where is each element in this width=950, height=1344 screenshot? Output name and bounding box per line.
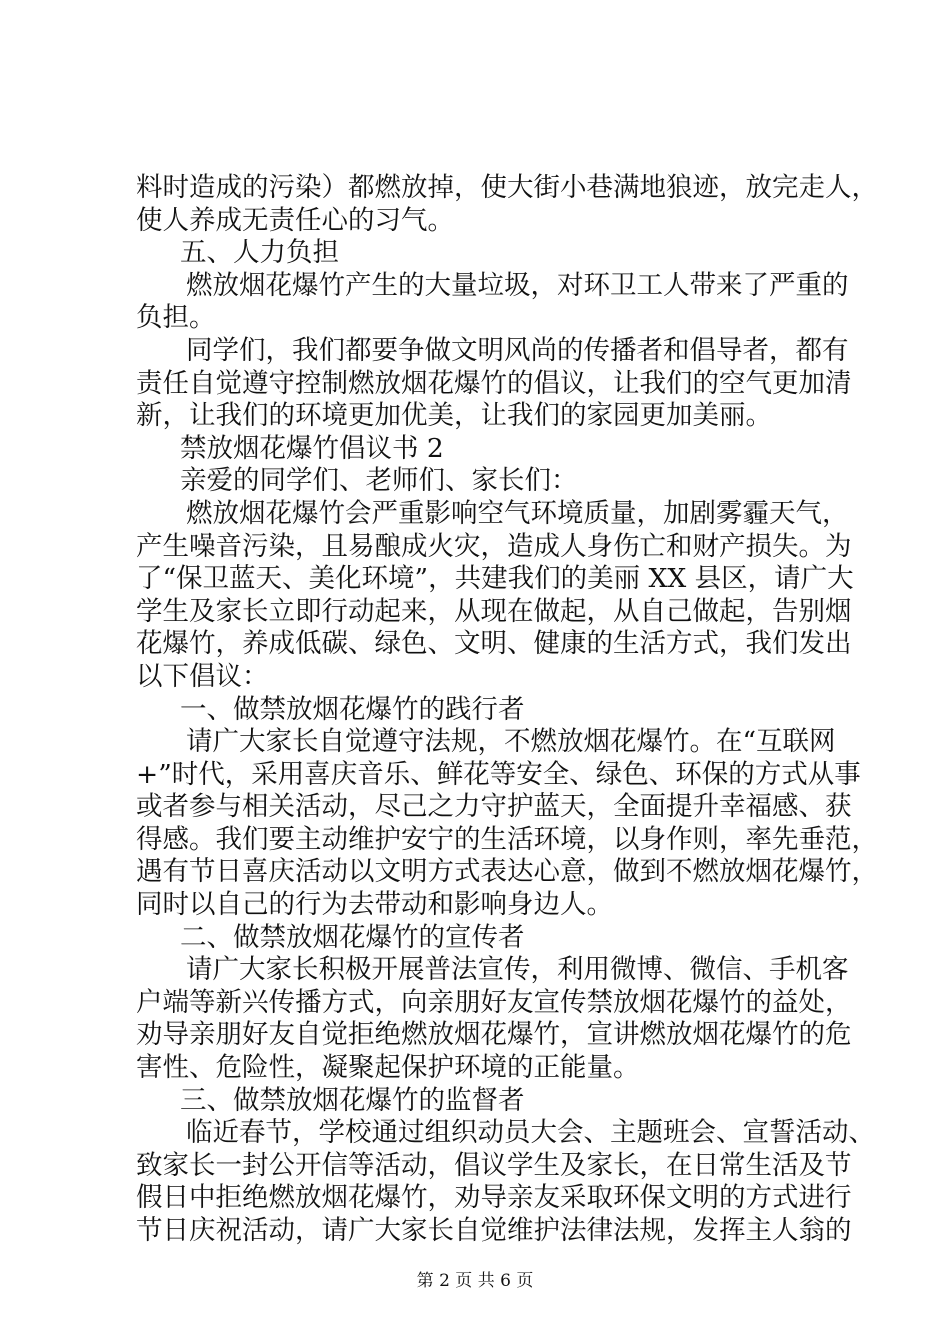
text-line: 产生噪音污染，且易酿成火灾，造成人身伤亡和财产损失。为 [136, 530, 852, 562]
text-line: 以下倡议： [136, 660, 269, 692]
text-line: 同时以自己的行为去带动和影响身边人。 [136, 889, 613, 921]
text-line: 料时造成的污染）都燃放掉，使大街小巷满地狼迹，放完走人， [136, 172, 878, 203]
text-line: 负担。 [136, 302, 216, 334]
text-line: 燃放烟花爆竹会严重影响空气环境质量，加剧雾霾天气， [186, 497, 849, 529]
text-line: 遇有节日喜庆活动以文明方式表达心意，做到不燃放烟花爆竹， [136, 856, 878, 888]
text-line: 了“保卫蓝天、美化环境”，共建我们的美丽 XX 县区，请广大 [136, 563, 854, 595]
text-line: 或者参与相关活动，尽己之力守护蓝天，全面提升幸福感、获 [136, 791, 852, 823]
text-line: 二、做禁放烟花爆竹的宣传者 [180, 921, 525, 953]
text-line: 使人养成无责任心的习气。 [136, 204, 454, 236]
text-line: 请广大家长积极开展普法宣传，利用微博、微信、手机客 [186, 954, 849, 986]
text-line: 假日中拒绝燃放烟花爆竹，劝导亲友采取环保文明的方式进行 [136, 1182, 852, 1214]
text-line: 致家长一封公开信等活动，倡议学生及家长，在日常生活及节 [136, 1149, 852, 1181]
text-line: +”时代，采用喜庆音乐、鲜花等安全、绿色、环保的方式从事 [136, 758, 861, 790]
text-line: 五、人力负担 [180, 237, 339, 269]
text-line: 节日庆祝活动，请广大家长自觉维护法律法规，发挥主人翁的 [136, 1215, 852, 1246]
text-line: 亲爱的同学们、老师们、家长们： [180, 465, 578, 497]
page-footer: 第 2 页 共 6 页 [416, 1271, 534, 1291]
text-line: 同学们，我们都要争做文明风尚的传播者和倡导者，都有 [186, 334, 849, 366]
text-line: 花爆竹，养成低碳、绿色、文明、健康的生活方式，我们发出 [136, 628, 852, 660]
text-line: 害性、危险性，凝聚起保护环境的正能量。 [136, 1052, 640, 1084]
text-line: 得感。我们要主动维护安宁的生活环境，以身作则，率先垂范， [136, 823, 878, 855]
text-line: 禁放烟花爆竹倡议书 2 [180, 432, 444, 464]
text-line: 新，让我们的环境更加优美，让我们的家园更加美丽。 [136, 400, 772, 432]
text-line: 三、做禁放烟花爆竹的监督者 [180, 1084, 525, 1116]
text-line: 请广大家长自觉遵守法规，不燃放烟花爆竹。在“互联网 [186, 726, 836, 758]
text-line: 责任自觉遵守控制燃放烟花爆竹的倡议，让我们的空气更加清 [136, 367, 852, 399]
text-line: 一、做禁放烟花爆竹的践行者 [180, 693, 525, 725]
text-line: 劝导亲朋好友自觉拒绝燃放烟花爆竹，宣讲燃放烟花爆竹的危 [136, 1019, 852, 1051]
text-line: 户端等新兴传播方式，向亲朋好友宣传禁放烟花爆竹的益处， [136, 986, 852, 1018]
text-line: 燃放烟花爆竹产生的大量垃圾，对环卫工人带来了严重的 [186, 269, 849, 301]
text-line: 学生及家长立即行动起来，从现在做起，从自己做起，告别烟 [136, 595, 852, 627]
document-body [136, 172, 878, 1248]
text-line: 临近春节，学校通过组织动员大会、主题班会、宣誓活动、 [186, 1117, 875, 1149]
